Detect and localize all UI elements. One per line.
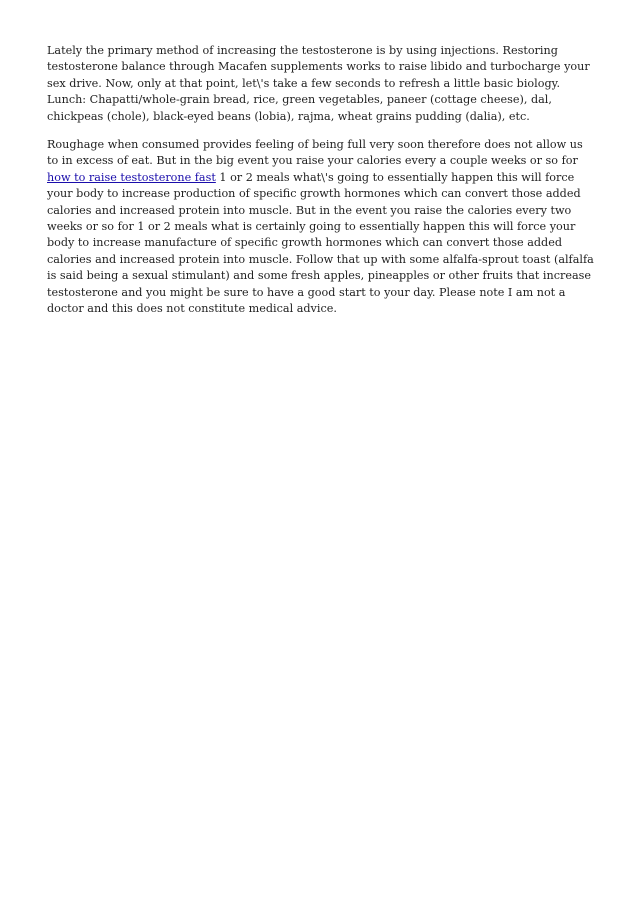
document-body — [47, 43, 597, 330]
paragraph-2-text-before-link: Roughage when consumed provides feeling of being full very soon therefore does not allow us to in excess of eat. But in the big event you raise your calories every a couple weeks or so for — [47, 138, 583, 168]
paragraph-1: Lately the primary method of increasing the testosterone is by using injections. Restoring testosterone balance through Macafen supplements works to raise libido and turbocharge your sex drive. Now, only at that point, let\'s take a few seconds to refresh a little basic biology. Lunch: Chapatti/whole-grain bread, rice, green vegetables, paneer (cottage cheese), dal, chickpeas (chole), black-eyed beans (lobia), rajma, wheat grains pudding (dalia), etc. — [47, 44, 590, 123]
how-to-raise-testosterone-link[interactable]: how to raise testosterone fast — [47, 170, 216, 184]
paragraph-2-text-after-link: 1 or 2 meals what\'s going to essentially happen this will force your body to increase production of specific growth hormones which can convert those added calories and increased protein into muscle. But in the event you raise the calories every two weeks or so for 1 or 2 meals what is certainly going to essentially happen this will force your body to increase manufacture of specific growth hormones which can convert those added calories and increased protein into muscle. Follow that up with some alfalfa-sprout toast (alfalfa is said being a sexual stimulant) and some fresh apples, pineapples or other fruits that increase testosterone and you might be sure to have a good start to your day. Please note I am not a doctor and this does not constitute medical advice. — [47, 170, 594, 316]
paragraph-2 — [47, 137, 597, 317]
